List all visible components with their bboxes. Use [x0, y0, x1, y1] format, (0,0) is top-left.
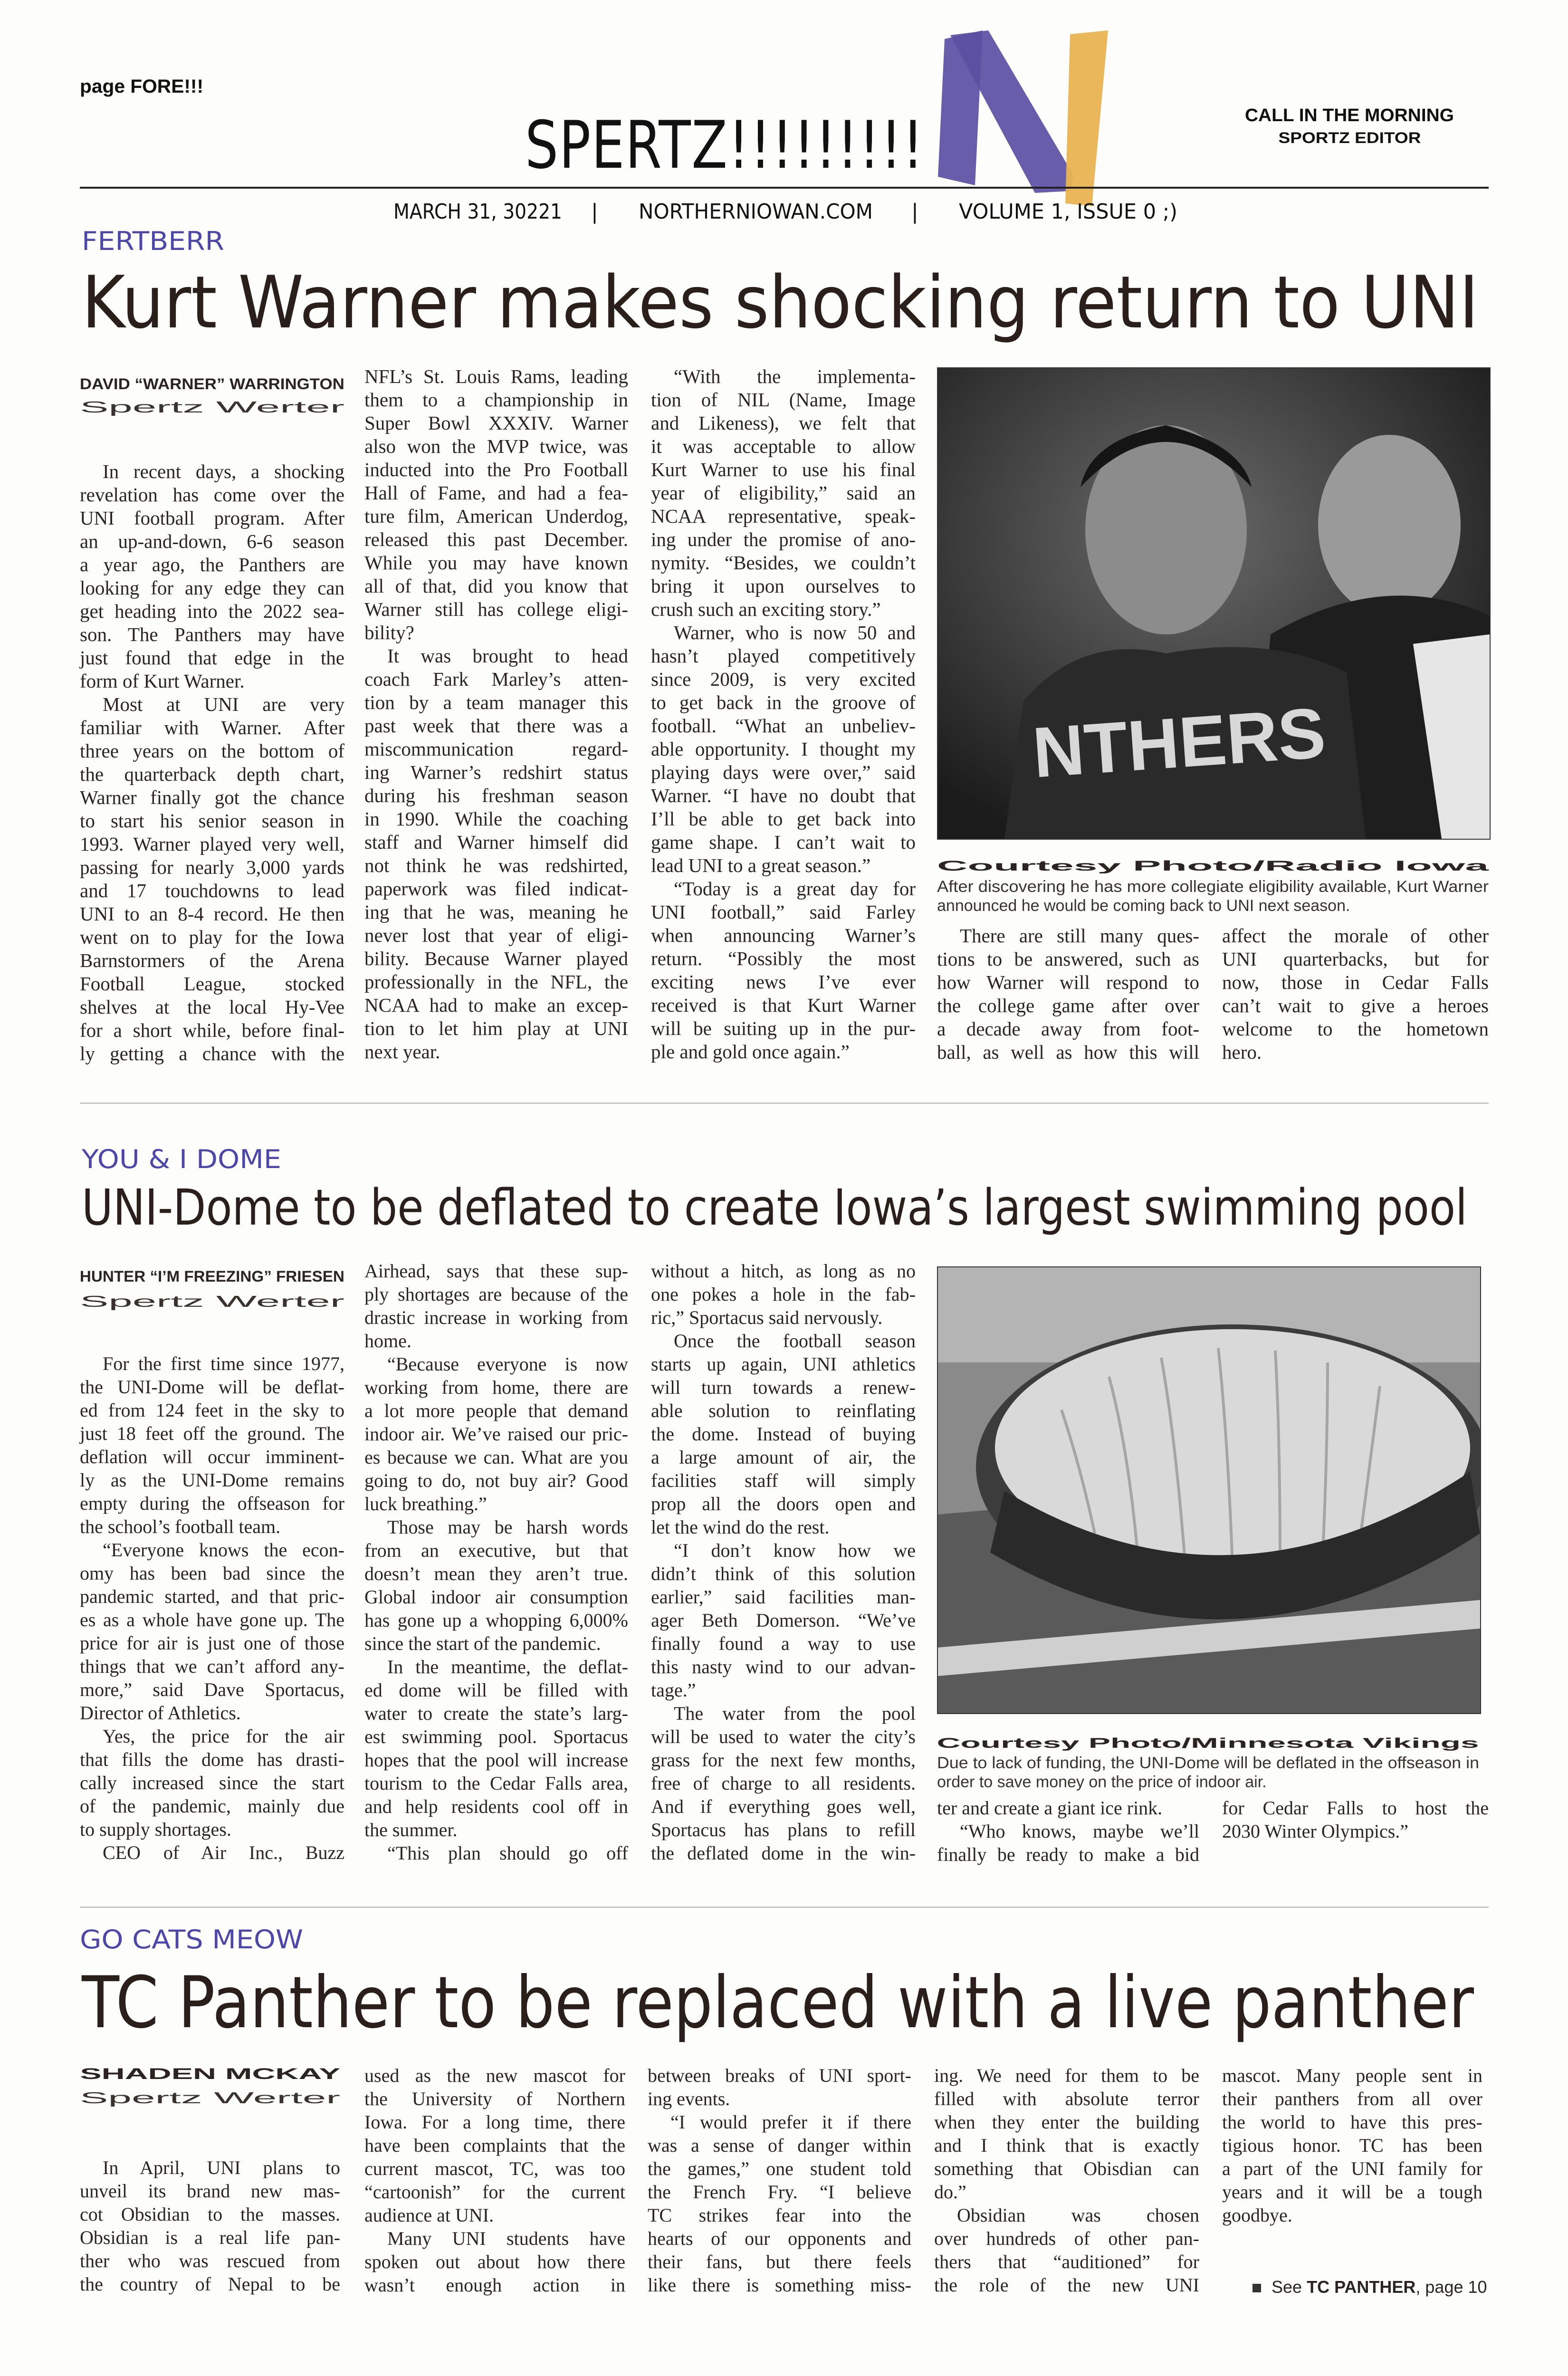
body-text-line: doesn’t mean they aren’t true. [364, 1563, 628, 1584]
body-text-line: also won the MVP twice, was [364, 435, 628, 457]
body-text-line: Warner, who is now 50 and [674, 622, 916, 643]
article-column [1222, 2064, 1482, 2227]
body-text-line: game shape. I can’t wait to [651, 831, 916, 853]
body-text-line: from an executive, but that [364, 1540, 628, 1561]
body-text-line: unveil its brand new mas- [80, 2180, 340, 2202]
body-text-line: was a sense of danger within [648, 2135, 911, 2156]
photo-caption [937, 1753, 1479, 1792]
body-text-line: a part of the UNI family for [1222, 2158, 1482, 2179]
body-text-line: Super Bowl XXXIV. Warner [364, 412, 628, 434]
body-text-line: past week that there was a [364, 715, 628, 737]
body-text-line: something that Obisdian can [934, 2158, 1199, 2179]
body-text-line: “I would prefer it if there [670, 2111, 911, 2133]
body-text-line: the dome. Instead of buying [651, 1423, 916, 1445]
body-text-line: son. The Panthers may have [80, 623, 344, 645]
body-text-line: the summer. [364, 1819, 458, 1840]
jump-prefix: See [1272, 2277, 1302, 2297]
jersey-lettering: NTHERS [1030, 692, 1328, 793]
body-text-line: Barnstormers of the Arena [80, 949, 344, 971]
body-text-line: Kurt Warner to use his final [651, 459, 916, 480]
bullet-square-icon [1252, 2284, 1261, 2292]
body-text-line: will be suiting up in the pur- [651, 1017, 916, 1039]
body-text-line: the country of Nepal to be [80, 2273, 340, 2295]
body-text-line: price for air is just one of those [80, 1632, 344, 1654]
body-text-line: ball, as well as how this will [937, 1041, 1199, 1063]
body-text-line: the role of the new UNI [934, 2274, 1199, 2296]
body-text-line: and I think that is exactly [934, 2135, 1199, 2156]
body-text-line: three years on the bottom of [80, 740, 344, 762]
article-column [648, 2064, 911, 2297]
body-text-line: things that we can’t afford any- [80, 1656, 344, 1677]
body-text-line: form of Kurt Warner. [80, 670, 245, 692]
headline: UNI-Dome to be deflated to create Iowa’s largest swimming pool [82, 1178, 1467, 1236]
body-text-line: of the pandemic, mainly due [80, 1795, 344, 1817]
body-text-line: “Because everyone is now [387, 1353, 628, 1375]
body-text-line: able opportunity. I thought my [651, 738, 916, 760]
body-text-line: ther who was rescued from [80, 2250, 340, 2271]
body-text-line: ter and create a giant ice rink. [937, 1797, 1163, 1819]
body-text-line: hopes that the pool will increase [364, 1749, 628, 1771]
body-text-line: ing. We need for them to be [934, 2065, 1199, 2086]
body-text-line: just 18 feet off the ground. The [80, 1423, 344, 1444]
body-text-line: spoken out about how there [364, 2251, 625, 2272]
body-text-line: ed dome will be filled with [364, 1679, 628, 1701]
body-text-line: this nasty wind to our advan- [651, 1656, 916, 1677]
body-text-line: facilities staff will simply [651, 1470, 916, 1491]
body-text-line: Most at UNI are very [103, 693, 344, 715]
article-column [364, 365, 628, 1063]
article-column [364, 1259, 628, 1865]
body-text-line: to start his senior season in [80, 810, 344, 832]
body-text-line: And if everything goes well, [651, 1796, 916, 1817]
body-text-line: tourism to the Cedar Falls area, [364, 1772, 628, 1794]
body-text-line: ing Warner’s redshirt status [364, 761, 628, 783]
body-text-line: revelation has come over the [80, 484, 344, 506]
body-text-line: “cartoonish” for the current [364, 2181, 625, 2203]
body-text-line: didn’t think of this solution [651, 1563, 916, 1584]
body-text-line: es because we can. What are you [364, 1447, 628, 1468]
body-text-line: to supply shortages. [80, 1819, 231, 1840]
body-text-line: will turn towards a renew- [651, 1377, 916, 1398]
body-text-line: the University of Northern [364, 2088, 625, 2109]
body-text-line: Global indoor air consumption [364, 1586, 628, 1608]
body-text-line: ing under the promise of ano- [651, 528, 916, 550]
caption-line: After discovering he has more collegiate eligibility available, Kurt Warner [937, 878, 1489, 896]
body-text-line: do.” [934, 2181, 966, 2203]
body-text-line: 1993. Warner played very well, [80, 833, 344, 855]
body-text-line: crush such an exciting story.” [651, 598, 881, 620]
body-text-line: goodbye. [1222, 2204, 1292, 2226]
body-text-line: the UNI-Dome will be deflat- [80, 1376, 344, 1398]
body-text-line: While you may have known [364, 552, 628, 574]
headline: Kurt Warner makes shocking return to UNI [82, 260, 1479, 345]
body-text-line: hearts of our opponents and [648, 2228, 911, 2249]
body-text-line: for Cedar Falls to host the [1222, 1797, 1489, 1819]
headline: TC Panther to be replaced with a live panther [82, 1962, 1474, 2044]
body-text-line: bility. Because Warner played [364, 948, 628, 969]
body-text-line: a lot more people that demand [364, 1400, 628, 1421]
body-text-line: It was brought to head [387, 645, 628, 667]
body-text-line: audience at UNI. [364, 2204, 494, 2226]
article-column [80, 2156, 340, 2296]
body-text-line: a year ago, the Panthers are [80, 554, 344, 575]
section-label: FERTBERR [82, 226, 224, 256]
body-text-line: Warner still has college eligi- [364, 598, 628, 620]
n-logo [931, 24, 1121, 214]
body-text-line: cot Obsidian to the masses. [80, 2204, 340, 2225]
body-text-line: going to do, not buy air? Good [364, 1470, 628, 1491]
body-text-line: released this past December. [364, 528, 628, 550]
body-text-line: will be used to water the city’s [651, 1726, 916, 1747]
body-text-line: finally be ready to make a bid [937, 1844, 1199, 1865]
body-text-line: cally increased since the start [80, 1772, 344, 1793]
body-text-line: Obsidian is a real life pan- [80, 2227, 340, 2248]
body-text-line: free of charge to all residents. [651, 1772, 916, 1794]
article-column [937, 1796, 1199, 1866]
page-label: page FORE!!! [80, 76, 203, 97]
body-text-line: ing that he was, meaning he [364, 901, 628, 923]
body-text-line: UNI football program. After [80, 507, 344, 529]
article-column [80, 1352, 344, 1864]
body-text-line: has gone up a whopping 6,000% [364, 1610, 628, 1631]
body-text-line: it was acceptable to allow [651, 435, 916, 457]
body-text-line: a large amount of air, the [651, 1447, 916, 1468]
article-column [1222, 924, 1489, 1064]
body-text-line: “With the implementa- [674, 365, 916, 387]
body-text-line: “Everyone knows the econ- [103, 1539, 344, 1561]
body-text-line: affect the morale of other [1222, 925, 1489, 947]
body-text-line: and help residents cool off in [364, 1796, 628, 1817]
body-text-line: filled with absolute terror [934, 2088, 1199, 2109]
body-text-line: not think he was redshirted, [364, 854, 628, 876]
body-text-line: pandemic started, and that pric- [80, 1586, 344, 1607]
body-text-line: tion by a team manager this [364, 691, 628, 713]
body-text-line: the games,” one student told [648, 2158, 911, 2179]
photo-credit: Courtesy Photo/Minnesota Vikings [937, 1735, 1479, 1751]
body-text-line: looking for any edge they can [80, 577, 344, 599]
body-text-line: when announcing Warner’s [651, 924, 916, 946]
article-column [651, 365, 916, 1063]
body-text-line: “This plan should go off [387, 1842, 628, 1864]
body-text-line: and Likeness), we felt that [651, 412, 916, 434]
volume-issue: VOLUME 1, ISSUE 0 ;) [959, 200, 1177, 224]
body-text-line: year of eligibility,” said an [651, 482, 916, 504]
body-text-line: Football League, stocked [80, 973, 344, 995]
body-text-line: the French Fry. “I believe [648, 2181, 911, 2203]
caption-line: Due to lack of funding, the UNI-Dome will be deflated in the offseason in [937, 1754, 1479, 1772]
body-text-line: NCAA representative, speak- [651, 505, 916, 527]
body-text-line: the world to have this pres- [1222, 2111, 1482, 2133]
body-text-line: shelves at the local Hy-Vee [80, 996, 344, 1018]
section-label: YOU & I DOME [82, 1144, 281, 1174]
body-text-line: how Warner will respond to [937, 971, 1199, 993]
body-text-line: them to a championship in [364, 389, 628, 411]
website-link[interactable]: NORTHERNIOWAN.COM [639, 200, 873, 224]
caption-line: order to save money on the price of indoor air. [937, 1773, 1267, 1791]
masthead-title: SPERTZ!!!!!!!!! [525, 107, 924, 183]
body-text-line: grass for the next few months, [651, 1749, 916, 1771]
body-text-line: Iowa. For a long time, there [364, 2111, 625, 2133]
body-text-line: the college game after over [937, 995, 1199, 1016]
body-text-line: Hall of Fame, and had a fea- [364, 482, 628, 504]
body-text-line: NCAA had to make an excep- [364, 994, 628, 1016]
jump-page: , page 10 [1415, 2277, 1487, 2297]
body-text-line: I’ll be able to get back into [651, 808, 916, 830]
body-text-line: let the wind do the rest. [651, 1516, 830, 1538]
body-text-line: For the first time since 1977, [103, 1353, 344, 1374]
body-text-line: get heading into the 2022 sea- [80, 600, 344, 622]
body-text-line: empty during the offseason for [80, 1493, 344, 1514]
body-text-line: UNI quarterbacks, but for [1222, 948, 1489, 970]
body-text-line: next year. [364, 1041, 440, 1063]
body-text-line: “Today is a great day for [674, 878, 916, 900]
byline-role: Spertz Werter [80, 2089, 340, 2107]
body-text-line: omy has been bad since the [80, 1562, 344, 1584]
body-text-line: can’t wait to give a heroes [1222, 995, 1489, 1016]
body-text-line: ed from 124 feet in the sky to [80, 1399, 344, 1421]
body-text-line: wasn’t enough action in [364, 2274, 625, 2296]
body-text-line: without a hitch, as long as no [651, 1260, 916, 1282]
byline-name: DAVID “WARNER” WARRINGTON [80, 375, 344, 393]
body-text-line: finally found a way to use [651, 1633, 916, 1654]
body-text-line: able solution to reinflating [651, 1400, 916, 1421]
body-text-line: during his freshman season [364, 785, 628, 806]
body-text-line: NFL’s St. Louis Rams, leading [364, 365, 628, 387]
body-text-line: exciting news I’ve ever [651, 971, 916, 993]
byline-name: SHADEN MCKAY [80, 2065, 340, 2082]
body-text-line: indoor air. We’ve raised our pric- [364, 1423, 628, 1445]
body-text-line: the deflated dome in the win- [651, 1842, 916, 1864]
body-text-line: In April, UNI plans to [103, 2157, 340, 2178]
article-column [1222, 1796, 1489, 1843]
body-text-line: ture film, American Underdog, [364, 505, 628, 527]
body-text-line: welcome to the hometown [1222, 1018, 1489, 1040]
photo-caption [937, 877, 1489, 915]
body-text-line: deflation will occur imminent- [80, 1446, 344, 1467]
body-text-line: TC strikes fear into the [648, 2204, 911, 2226]
article-column [651, 1259, 916, 1865]
body-text-line: Yes, the price for the air [103, 1725, 344, 1747]
body-text-line: The water from the pool [674, 1703, 916, 1724]
byline-role: Spertz Werter [80, 398, 344, 416]
body-text-line: tions to be answered, such as [937, 948, 1199, 970]
body-text-line: staff and Warner himself did [364, 831, 628, 853]
body-text-line: when they enter the building [934, 2111, 1199, 2133]
body-text-line: for a short while, before final- [80, 1019, 344, 1041]
body-text-line: professionally in the NFL, the [364, 971, 628, 993]
body-text-line: hero. [1222, 1041, 1262, 1063]
body-text-line: received is that Kurt Warner [651, 994, 916, 1016]
body-text-line: lead UNI to a great season.” [651, 854, 871, 876]
body-text-line: 2030 Winter Olympics.” [1222, 1820, 1409, 1842]
date-line-separator: | [591, 200, 598, 224]
body-text-line: have been complaints that the [364, 2135, 625, 2156]
body-text-line: CEO of Air Inc., Buzz [103, 1842, 344, 1863]
body-text-line: ing events. [648, 2088, 730, 2109]
body-text-line: “I don’t know how we [674, 1540, 916, 1561]
editor-call-line: CALL IN THE MORNING [1244, 105, 1454, 125]
body-text-line: used as the new mascot for [364, 2065, 625, 2086]
body-text-line: the quarterback depth chart, [80, 763, 344, 785]
masthead-rule [80, 187, 1489, 189]
body-text-line: working from home, there are [364, 1377, 628, 1398]
body-text-line: bring it upon ourselves to [651, 575, 916, 597]
photo-credit: Courtesy Photo/Radio Iowa [937, 858, 1489, 874]
body-text-line: now, those in Cedar Falls [1222, 971, 1489, 993]
body-text-line: an up-and-down, 6-6 season [80, 530, 344, 552]
article-column [80, 460, 344, 1065]
body-text-line: UNI to an 8-4 record. He then [80, 903, 344, 925]
body-text-line: nymity. “Besides, we couldn’t [651, 552, 916, 574]
body-text-line: coach Fark Marley’s atten- [364, 668, 628, 690]
body-text-line: since the start of the pandemic. [364, 1633, 601, 1654]
date-line-separator: | [911, 200, 918, 224]
continued-jump-link[interactable] [1252, 2277, 1490, 2298]
body-text-line: drastic increase in working from [364, 1307, 628, 1328]
body-text-line: ric,” Sportacus said nervously. [651, 1307, 883, 1328]
body-text-line: Those may be harsh words [387, 1516, 628, 1538]
body-text-line: a decade away from foot- [937, 1018, 1199, 1040]
issue-date: MARCH 31, 30221 [393, 200, 562, 224]
body-text-line: es as a whole have gone up. The [80, 1609, 344, 1630]
article-column [364, 2064, 625, 2297]
body-text-line: home. [364, 1330, 411, 1351]
body-text-line: thers that “auditioned” for [934, 2251, 1199, 2272]
body-text-line: prop all the doors open and [651, 1493, 916, 1514]
jump-target: TC PANTHER [1307, 2277, 1416, 2297]
body-text-line: mascot. Many people sent in [1222, 2065, 1482, 2086]
body-text-line: current mascot, TC, was too [364, 2158, 625, 2179]
body-text-line: ly as the UNI-Dome remains [80, 1469, 344, 1491]
editor-title: SPORTZ EDITOR [1278, 129, 1421, 146]
body-text-line: starts up again, UNI athletics [651, 1353, 916, 1375]
body-text-line: inducted into the Pro Football [364, 459, 628, 480]
body-text-line: since 2009, is very excited [651, 668, 916, 690]
body-text-line: ple and gold once again.” [651, 1041, 850, 1063]
body-text-line: ply shortages are because of the [364, 1284, 628, 1305]
section-label: GO CATS MEOW [80, 1925, 303, 1954]
caption-line: announced he would be coming back to UNI next season. [937, 897, 1350, 915]
body-text-line: Obsidian was chosen [957, 2204, 1199, 2226]
body-text-line: years and it will be a tough [1222, 2181, 1482, 2203]
body-text-line: UNI football,” said Farley [651, 901, 916, 923]
body-text-line: ager Beth Domerson. “We’ve [651, 1610, 916, 1631]
body-text-line: over hundreds of other pan- [934, 2228, 1199, 2249]
body-text-line: earlier,” said facilities man- [651, 1586, 916, 1608]
body-text-line: their fans, but there feels [648, 2251, 911, 2272]
byline-role: Spertz Werter [80, 1293, 344, 1310]
body-text-line: tigious honor. TC has been [1222, 2135, 1482, 2156]
body-text-line: tion to let him play at UNI [364, 1017, 628, 1039]
body-text-line: more,” said Dave Sportacus, [80, 1679, 344, 1700]
body-text-line: miscommunication regard- [364, 738, 628, 760]
body-text-line: There are still many ques- [960, 925, 1199, 947]
body-text-line: familiar with Warner. After [80, 717, 344, 738]
body-text-line: return. “Possibly the most [651, 948, 916, 969]
body-text-line: Once the football season [674, 1330, 916, 1351]
body-text-line: In the meantime, the deflat- [387, 1656, 628, 1677]
body-text-line: in 1990. While the coaching [364, 808, 628, 830]
body-text-line: Warner. “I have no doubt that [651, 785, 916, 806]
body-text-line: playing days were over,” said [651, 761, 916, 783]
body-text-line: passing for nearly 3,000 yards [80, 856, 344, 878]
body-text-line: their panthers from all over [1222, 2088, 1482, 2109]
uni-dome-photo [937, 1266, 1481, 1714]
body-text-line: that fills the dome has drasti- [80, 1749, 344, 1770]
warner-photo [937, 367, 1491, 840]
body-text-line: and 17 touchdowns to lead [80, 880, 344, 901]
body-text-line: between breaks of UNI sport- [648, 2065, 911, 2086]
body-text-line: hasn’t played competitively [651, 645, 916, 667]
body-text-line: like there is something miss- [648, 2274, 911, 2296]
body-text-line: just found that edge in the [80, 647, 344, 669]
body-text-line: Director of Athletics. [80, 1702, 241, 1724]
body-text-line: paperwork was filed indicat- [364, 878, 628, 900]
article-column [937, 924, 1199, 1064]
body-text-line: all of that, did you know that [364, 575, 628, 597]
body-text-line: tion of NIL (Name, Image [651, 389, 916, 411]
body-text-line: water to create the state’s larg- [364, 1703, 628, 1724]
body-text-line: “Who knows, maybe we’ll [960, 1820, 1199, 1842]
body-text-line: tage.” [651, 1679, 696, 1701]
body-text-line: never lost that year of eligi- [364, 924, 628, 946]
body-text-line: Sportacus has plans to refill [651, 1819, 916, 1840]
body-text-line: to get back in the groove of [651, 691, 916, 713]
body-text-line: Many UNI students have [387, 2228, 625, 2249]
article-column [934, 2064, 1199, 2297]
section-divider [80, 1102, 1489, 1104]
body-text-line: went on to play for the Iowa [80, 926, 344, 948]
body-text-line: the school’s football team. [80, 1516, 281, 1537]
body-text-line: Warner finally got the chance [80, 786, 344, 808]
body-text-line: Airhead, says that these sup- [364, 1260, 628, 1282]
section-divider [80, 1907, 1489, 1908]
body-text-line: est swimming pool. Sportacus [364, 1726, 628, 1747]
body-text-line: In recent days, a shocking [103, 460, 344, 482]
byline-name: HUNTER “I’M FREEZING” FRIESEN [80, 1268, 344, 1285]
body-text-line: football. “What an unbeliev- [651, 715, 916, 737]
body-text-line: luck breathing.” [364, 1493, 487, 1514]
body-text-line: one pokes a hole in the fab- [651, 1284, 916, 1305]
body-text-line: ly getting a chance with the [80, 1043, 344, 1064]
body-text-line: bility? [364, 622, 414, 643]
